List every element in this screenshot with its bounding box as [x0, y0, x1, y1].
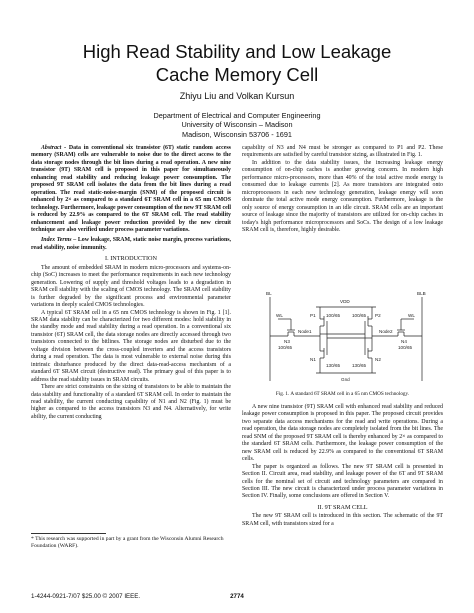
index-terms-label: Index Terms –	[41, 237, 77, 244]
label-wl-right: WL	[408, 313, 415, 318]
intro-paragraph-6: A new nine transistor (9T) SRAM cell with enhanced read stability and reduced leakage power consumption is proposed in this paper. The proposed circuit provides two separate data access mechanisms for the read and write operations. During a read operation, the data storage nodes are completely isolated from the bit lines. The read SNM of the proposed 9T SRAM cell is thereby enhanced by 2× as compared to the standard 6T SRAM cells. Furthermore, the leakage power consumption of the new SRAM cell is reduced by 22.9% as compared to the conventional 6T SRAM cells.	[242, 404, 443, 463]
figure-6t-sram-schematic	[258, 289, 434, 386]
affiliation	[0, 111, 474, 139]
right-column-lower	[242, 404, 443, 528]
intro-paragraph-7: The paper is organized as follows. The new 9T SRAM cell is presented in Section II. Circuit area, read stability, and leakage power of the 6T and 9T SRAM cells for the nominal set of circuit and technology parameters are compared in Section III. The new circuit is characterized under process parameter variations in Section IV. Finally, some conclusions are offered in Section V.	[242, 463, 443, 500]
label-p2: P2	[375, 313, 381, 318]
affiliation-line-3: Madison, Wisconsin 53706 - 1691	[182, 129, 292, 139]
section-heading-9t-sram: II. 9T SRAM CELL	[317, 503, 368, 511]
figure-caption: Fig. 1. A standard 6T SRAM cell in a 65 nm CMOS technology.	[275, 391, 410, 397]
intro-paragraph-5: In addition to the data stability issues, the increasing leakage energy consumption of on-chip caches is another growing concern. In modern high performance micro-processors, more than 40% of the total active mode energy is consumed due to leakage currents [2]. As more transistors are integrated onto microprocessors in each new technology generation, leakage energy will soon dominate the total active mode energy consumption. Furthermore, leakage is the only source of energy consumption in an idle circuit. SRAM cells are an important source of leakage since the majority of transistors are utilized for on-chip caches in today's high performance microprocessors and SoCs. The design of a low leakage SRAM cell is, therefore, highly desirable.	[242, 159, 443, 233]
affiliation-line-1: Department of Electrical and Computer Engineering	[153, 111, 321, 120]
intro-paragraph-2: A typical 6T SRAM cell in a 65 nm CMOS technology is shown in Fig. 1 [1]. SRAM data stability can be characterized for two different modes: hold stability in the standby mode and read stability during a read operation. In a conventional six transistor (6T) SRAM cell, the data storage nodes are directly accessed through two transistors connected to the bitlines. The storage nodes are disturbed due to the voltage division between the cross-coupled inverters and the access transistors during a read operation. The data is most vulnerable to external noise during this intrinsic disturbance produced by the direct data-read-access mechanism of a standard 6T SRAM circuit (destructive read). The primary goal of this paper is to address the read stability issues in SRAM circuits.	[31, 309, 231, 383]
abstract	[31, 145, 231, 234]
label-n4: N4	[401, 339, 407, 344]
intro-paragraph-1: The amount of embedded SRAM in modern micro-processors and systems-on-chip (SoC) increases to meet the performance requirements in each new technology generation. Lowering of supply and threshold voltages leads to a degradation in SRAM cell stability with the scaling of CMOS technology. The SRAM cell stability is further degraded by the significant process and environmental parameter variations in deeply scaled CMOS technologies.	[31, 264, 231, 309]
size-p1: 100/65	[326, 313, 341, 318]
paper-title	[0, 40, 474, 86]
abstract-label: Abstract -	[41, 145, 67, 151]
label-wl-left: WL	[276, 313, 283, 318]
copyright: 1-4244-0921-7/07 $25.00 © 2007 IEEE.	[31, 593, 141, 600]
page-number: 2774	[230, 593, 244, 600]
label-p1: P1	[310, 313, 316, 318]
size-n3: 100/65	[278, 345, 293, 350]
size-n1: 130/65	[326, 363, 341, 368]
affiliation-line-2: University of Wisconsin – Madison	[181, 120, 293, 130]
index-terms	[31, 237, 231, 252]
section2-paragraph-1: The new 9T SRAM cell is introduced in this section. The schematic of the 9T SRAM cell, with transistors sized for a	[242, 513, 443, 527]
footnote: * This research was supported in part by a grant from the Wisconsin Alumni Research Foundation (WARF).	[31, 536, 224, 549]
right-column	[242, 145, 443, 234]
label-n2: N2	[375, 357, 381, 362]
footnote-rule	[31, 533, 106, 534]
size-p2: 100/65	[352, 313, 367, 318]
label-node2: Node2	[379, 329, 393, 334]
section-heading-introduction: I. INTRODUCTION	[105, 255, 157, 263]
label-node1: Node1	[298, 329, 312, 334]
size-n4: 100/65	[398, 345, 413, 350]
abstract-text: Data in conventional six transistor (6T) static random access memory (SRAM) cells are vulnerable to noise due to the direct access to the data storage nodes through the bit lines during a read operation. A new nine transistor (9T) SRAM cell is proposed in this paper for simultaneously enhancing read stability and reducing leakage power consumption. The proposed 9T SRAM cell isolates the data from the bit lines during a read operation. The read static-noise-margin (SNM) of the proposed circuit is enhanced by 2× as compared to a standard 6T SRAM cell in a 65 nm CMOS technology. Furthermore, leakage power consumption of the new 9T SRAM cell is reduced by 22.9% as compared to the 6T SRAM cell. The read stability enhancement and leakage power reduction provided by the new circuit technique are also verified under process parameter variations.	[31, 145, 231, 233]
index-terms-text: Low leakage, SRAM, static noise margin, process variations, read stability, noise immunity.	[31, 237, 231, 251]
title-line-1: High Read Stability and Low Leakage	[82, 41, 392, 62]
label-gnd: Gnd	[341, 377, 350, 382]
label-bl: BL	[266, 291, 272, 296]
size-n2: 130/65	[352, 363, 367, 368]
label-n1: N1	[310, 357, 316, 362]
label-vdd: VDD	[340, 299, 350, 304]
label-n3: N3	[284, 339, 290, 344]
authors: Zhiyu Liu and Volkan Kursun	[179, 91, 295, 101]
left-column	[31, 145, 231, 421]
title-line-2: Cache Memory Cell	[155, 64, 319, 85]
label-blb: BLB	[417, 291, 426, 296]
intro-paragraph-3: There are strict constraints on the sizing of transistors to be able to maintain the data stability and functionality of a standard 6T SRAM cell. In order to maintain the read stability, the current conducting capability of N1 and N2 (Fig. 1) must be higher as compared to the access transistors N3 and N4. Alternatively, for write ability, the current conducting	[31, 384, 231, 420]
intro-paragraph-4: capability of N3 and N4 must be stronger as compared to P1 and P2. These requirements are satisfied by careful transistor sizing, as illustrated in Fig. 1.	[242, 145, 443, 159]
